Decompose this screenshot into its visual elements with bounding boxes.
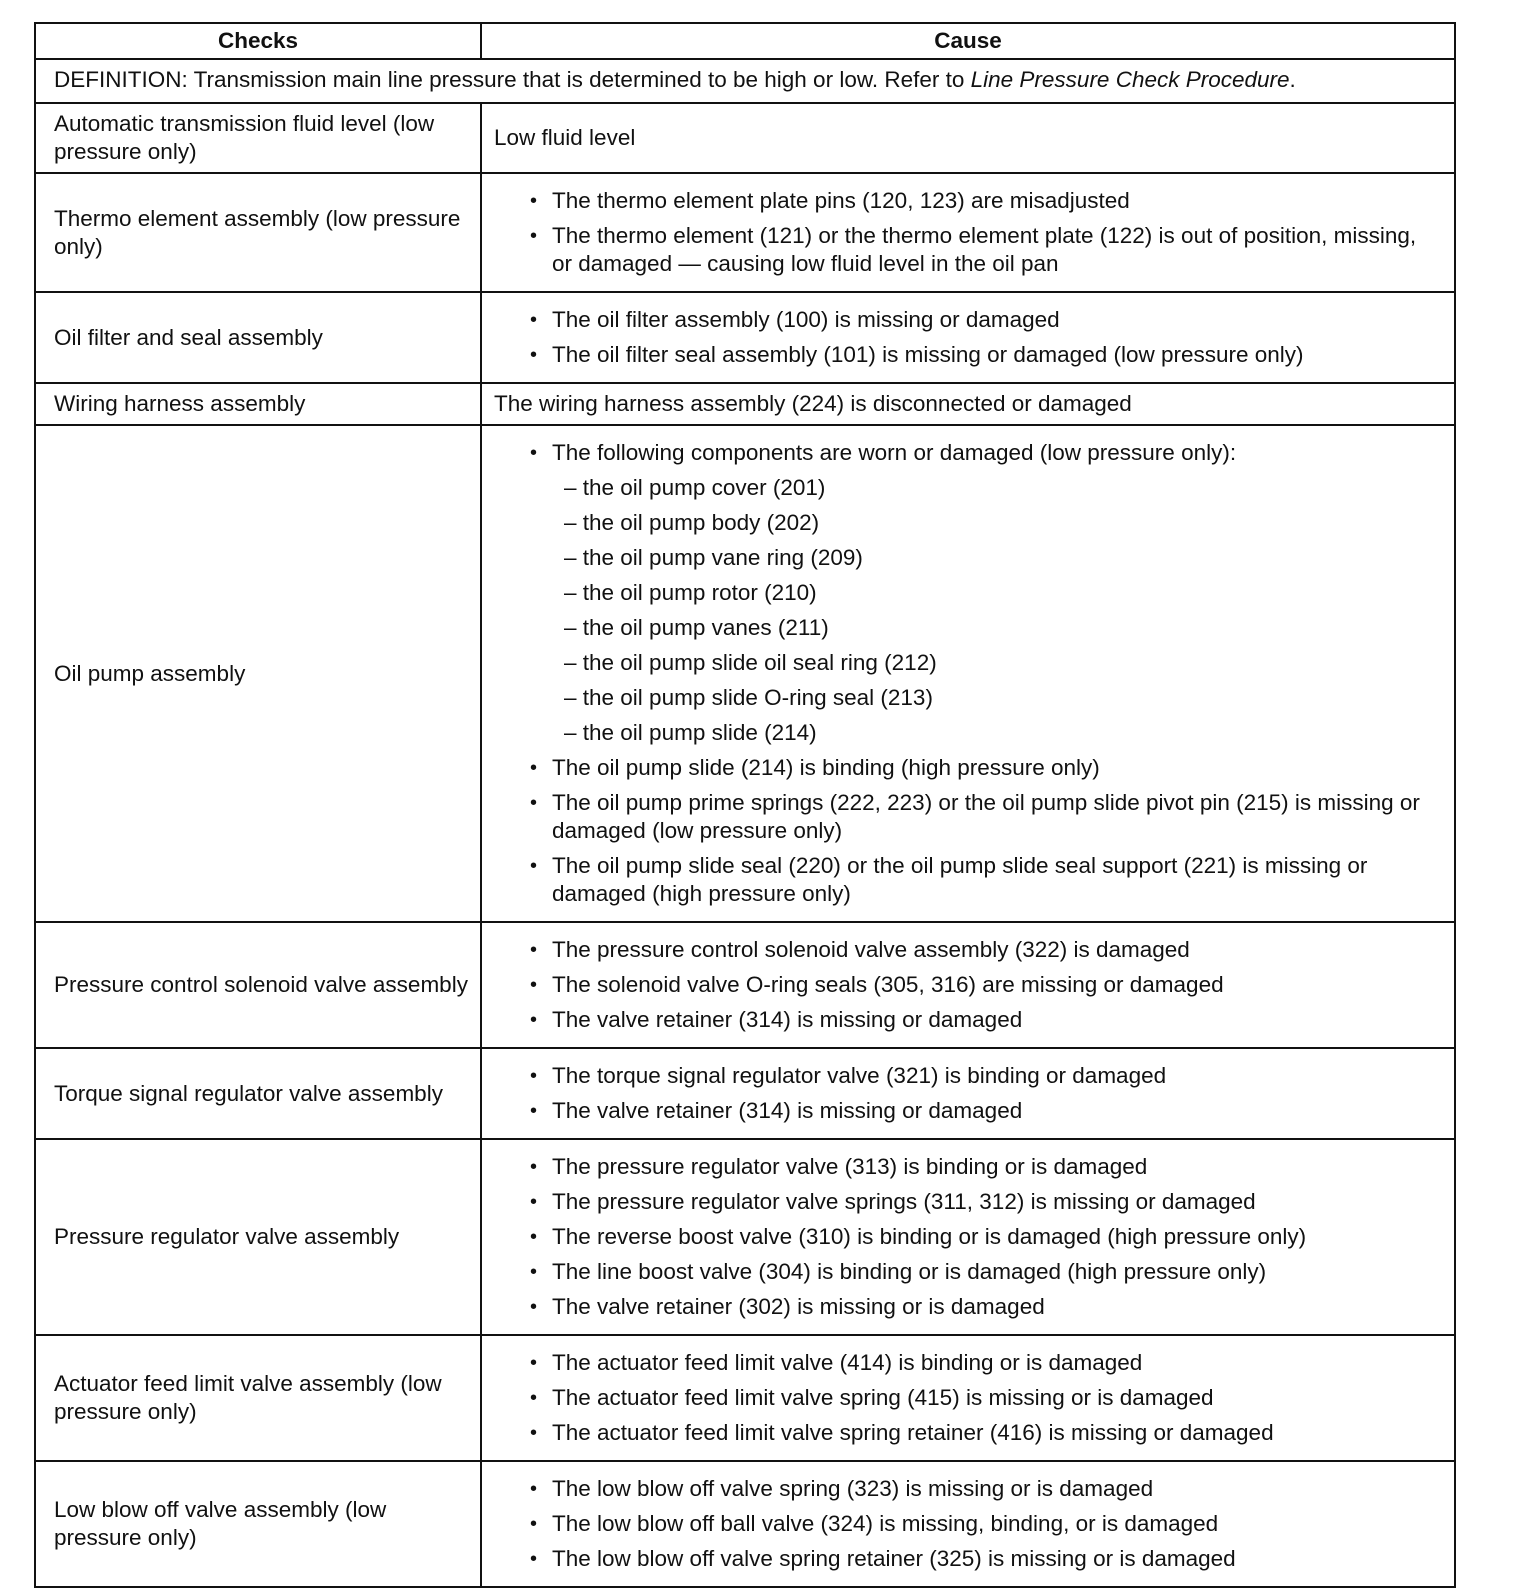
- cause-cell: Low fluid level: [481, 103, 1455, 173]
- cause-item: • The pressure regulator valve (313) is binding or is damaged: [552, 1153, 1440, 1181]
- cause-item: • The oil pump prime springs (222, 223) or the oil pump slide pivot pin (215) is missing or damaged (low pressure only): [552, 789, 1440, 845]
- check-cell: Wiring harness assembly: [35, 383, 481, 425]
- check-cell: Torque signal regulator valve assembly: [35, 1048, 481, 1139]
- cause-item: • The reverse boost valve (310) is binding or is damaged (high pressure only): [552, 1223, 1440, 1251]
- table-row: [35, 1461, 1455, 1587]
- check-cell: Pressure control solenoid valve assembly: [35, 922, 481, 1048]
- cause-item: • The valve retainer (302) is missing or is damaged: [552, 1293, 1440, 1321]
- header-checks: Checks: [35, 23, 481, 59]
- check-cell: Low blow off valve assembly (low pressure only): [35, 1461, 481, 1587]
- table-row: [35, 292, 1455, 383]
- cause-item: • The thermo element (121) or the thermo element plate (122) is out of position, missing, or damaged — causing low fluid level in the oil pan: [552, 222, 1440, 278]
- cause-item: • The torque signal regulator valve (321) is binding or damaged: [552, 1062, 1440, 1090]
- table-row: [35, 425, 1455, 922]
- check-cell: Automatic transmission fluid level (low pressure only): [35, 103, 481, 173]
- component-item: – the oil pump cover (201): [564, 474, 1440, 502]
- cause-cell: [481, 1139, 1455, 1335]
- definition-reference: Line Pressure Check Procedure: [970, 67, 1290, 92]
- component-item: – the oil pump slide oil seal ring (212): [564, 649, 1440, 677]
- cause-list: [494, 1349, 1440, 1447]
- component-item: – the oil pump vanes (211): [564, 614, 1440, 642]
- table-row: [35, 1139, 1455, 1335]
- component-item: – the oil pump body (202): [564, 509, 1440, 537]
- cause-cell: [481, 425, 1455, 922]
- definition-text: DEFINITION: Transmission main line pressure that is determined to be high or low. Refer to: [54, 67, 971, 92]
- header-row: [35, 23, 1455, 59]
- table-row: [35, 383, 1455, 425]
- cause-item: • The low blow off valve spring (323) is missing or is damaged: [552, 1475, 1440, 1503]
- cause-cell: [481, 292, 1455, 383]
- cause-list: [494, 1062, 1440, 1125]
- component-item: – the oil pump slide O-ring seal (213): [564, 684, 1440, 712]
- table-row: [35, 922, 1455, 1048]
- table-row: [35, 1335, 1455, 1461]
- cause-item-text: The following components are worn or damaged (low pressure only):: [552, 440, 1237, 465]
- cause-cell: [481, 1335, 1455, 1461]
- definition-cell: [35, 59, 1455, 103]
- component-item: – the oil pump vane ring (209): [564, 544, 1440, 572]
- cause-item: • The pressure regulator valve springs (311, 312) is missing or damaged: [552, 1188, 1440, 1216]
- cause-cell: [481, 1461, 1455, 1587]
- diagnostic-table: [34, 22, 1456, 1588]
- cause-item: • The pressure control solenoid valve assembly (322) is damaged: [552, 936, 1440, 964]
- cause-item: • The oil pump slide seal (220) or the oil pump slide seal support (221) is missing or damaged (high pressure only): [552, 852, 1440, 908]
- cause-item: • The line boost valve (304) is binding or is damaged (high pressure only): [552, 1258, 1440, 1286]
- cause-list: [494, 1153, 1440, 1321]
- cause-item: • The solenoid valve O-ring seals (305, 316) are missing or damaged: [552, 971, 1440, 999]
- check-cell: Oil filter and seal assembly: [35, 292, 481, 383]
- cause-list: [494, 439, 1440, 908]
- cause-cell: The wiring harness assembly (224) is disconnected or damaged: [481, 383, 1455, 425]
- cause-item: • The low blow off ball valve (324) is missing, binding, or is damaged: [552, 1510, 1440, 1538]
- check-cell: Pressure regulator valve assembly: [35, 1139, 481, 1335]
- cause-item: • The actuator feed limit valve (414) is binding or is damaged: [552, 1349, 1440, 1377]
- component-item: – the oil pump slide (214): [564, 719, 1440, 747]
- table-row: [35, 173, 1455, 292]
- cause-cell: [481, 173, 1455, 292]
- cause-list: [494, 1475, 1440, 1573]
- cause-list: [494, 306, 1440, 369]
- component-item: – the oil pump rotor (210): [564, 579, 1440, 607]
- cause-item: • The oil filter seal assembly (101) is missing or damaged (low pressure only): [552, 341, 1440, 369]
- cause-cell: [481, 1048, 1455, 1139]
- cause-list: [494, 187, 1440, 278]
- cause-cell: [481, 922, 1455, 1048]
- component-sublist: [552, 474, 1440, 747]
- check-cell: Oil pump assembly: [35, 425, 481, 922]
- table-row: [35, 103, 1455, 173]
- table-row: [35, 1048, 1455, 1139]
- cause-item: [552, 439, 1440, 747]
- cause-item: • The thermo element plate pins (120, 123) are misadjusted: [552, 187, 1440, 215]
- definition-row: [35, 59, 1455, 103]
- cause-list: [494, 936, 1440, 1034]
- cause-item: • The oil filter assembly (100) is missing or damaged: [552, 306, 1440, 334]
- check-cell: Thermo element assembly (low pressure only): [35, 173, 481, 292]
- definition-suffix: .: [1289, 67, 1296, 92]
- cause-item: • The actuator feed limit valve spring (415) is missing or is damaged: [552, 1384, 1440, 1412]
- cause-item: • The oil pump slide (214) is binding (high pressure only): [552, 754, 1440, 782]
- cause-item: • The actuator feed limit valve spring retainer (416) is missing or damaged: [552, 1419, 1440, 1447]
- header-cause: Cause: [481, 23, 1455, 59]
- check-cell: Actuator feed limit valve assembly (low pressure only): [35, 1335, 481, 1461]
- cause-item: • The valve retainer (314) is missing or damaged: [552, 1006, 1440, 1034]
- cause-item: • The low blow off valve spring retainer (325) is missing or is damaged: [552, 1545, 1440, 1573]
- cause-item: • The valve retainer (314) is missing or damaged: [552, 1097, 1440, 1125]
